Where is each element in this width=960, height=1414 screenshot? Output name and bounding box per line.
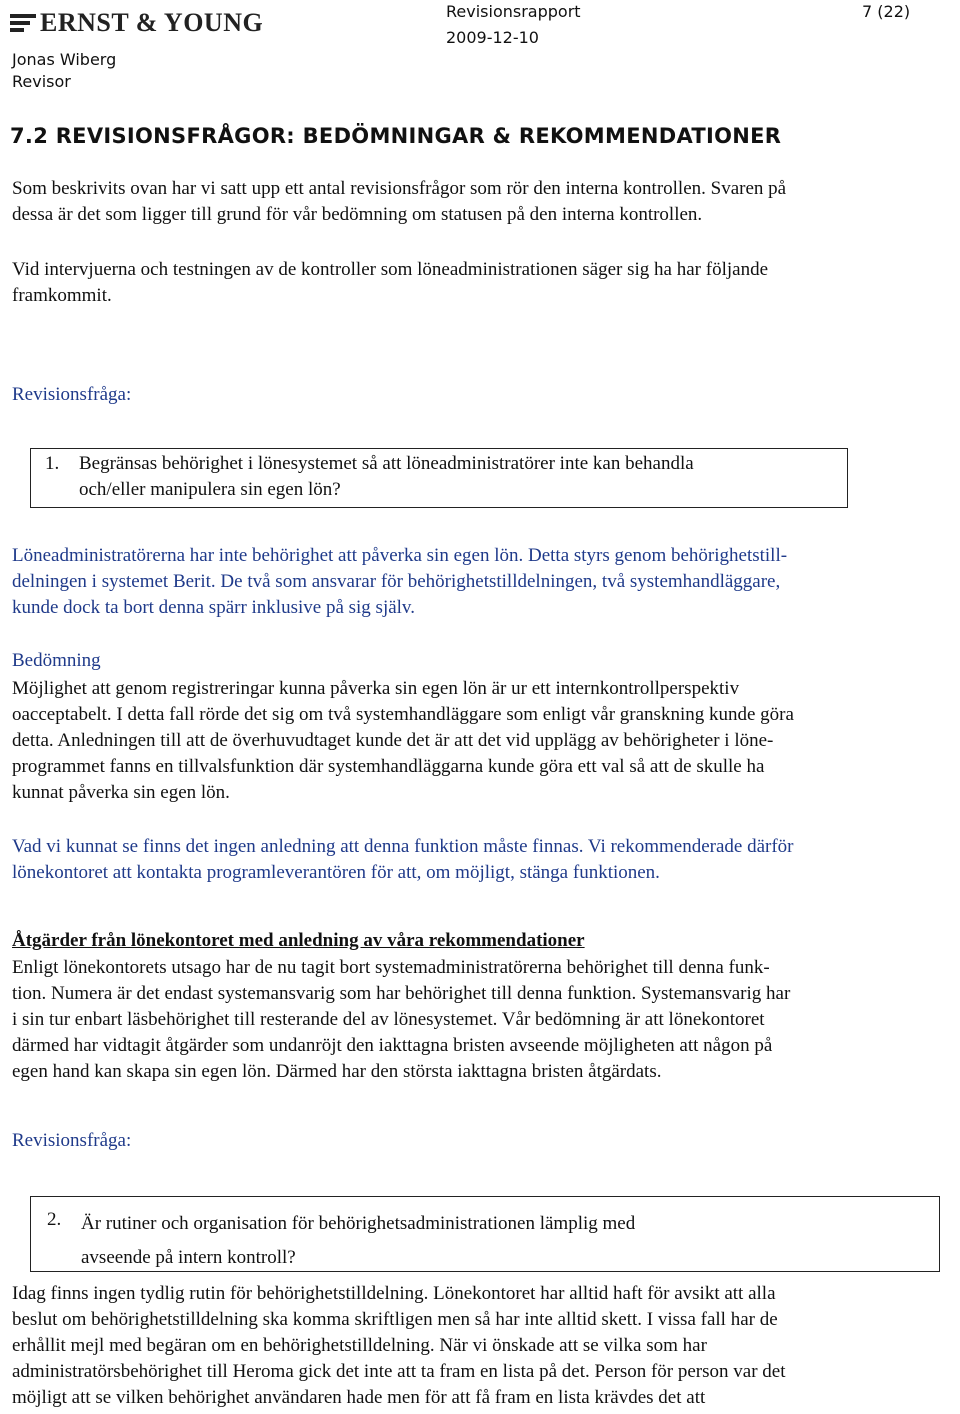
question-heading-1: Revisionsfråga: [12,384,132,405]
text-line: framkommit. [12,285,112,306]
intro-paragraph-2 [12,257,956,309]
text-line: möjligt att se vilken behörighet användaren hade men för att få fram en lista krävdes det att [12,1387,706,1408]
logo-mark-icon [10,12,36,34]
text-line: Löneadministratörerna har inte behörighet att påverka sin egen lön. Detta styrs genom behörighetstill- [12,545,788,566]
ernst-young-logo [10,8,263,38]
recommendation-paragraph [12,834,956,886]
question-number: 2. [47,1209,62,1230]
actions-heading: Åtgärder från lönekontoret med anledning av våra rekommendationer [12,930,585,951]
text-line: kunnat påverka sin egen lön. [12,782,230,803]
author-role: Revisor [12,72,71,91]
text-line: tion. Numera är det endast systemansvarig som har behörighet till denna funktion. Systemansvarig har [12,983,791,1004]
page-number: 7 (22) [862,2,911,21]
assessment-paragraph [12,676,956,806]
text-line: Vid intervjuerna och testningen av de kontroller som löneadministrationen säger sig ha har följande [12,259,769,280]
text-line: egen hand kan skapa sin egen lön. Därmed har den största iakttagna bristen åtgärdats. [12,1061,662,1082]
answer-paragraph-2 [12,1281,956,1411]
text-line: i sin tur enbart läsbehörighet till resterande del av lönesystemet. Vår bedömning är att lönekontoret [12,1009,765,1030]
text-line: delningen i systemet Berit. De två som ansvarar för behörighetstilldelningen, två systemhandläggare, [12,571,781,592]
text-line: lönekontoret att kontakta programleverantören för att, om möjligt, stänga funktionen. [12,862,660,883]
actions-paragraph [12,955,956,1085]
question-heading-2: Revisionsfråga: [12,1130,132,1151]
text-line: avseende på intern kontroll? [81,1247,296,1268]
text-line: detta. Anledningen till att de överhuvudtaget kunde det är att det vid upplägg av behörigheter i löne- [12,730,774,751]
text-line: Är rutiner och organisation för behörighetsadministrationen lämplig med [81,1213,636,1234]
assessment-heading: Bedömning [12,650,101,671]
text-line: Begränsas behörighet i lönesystemet så att löneadministratörer inte kan behandla [79,453,694,474]
text-line: beslut om behörighetstilldelning ska komma skriftligen men så har inte alltid skett. I vissa fall har de [12,1309,778,1330]
text-line: därmed har vidtagit åtgärder som undanröjt den iakttagna bristen avseende möjligheten att någon på [12,1035,773,1056]
text-line: Som beskrivits ovan har vi satt upp ett antal revisionsfrågor som rör den interna kontrollen. Svaren på [12,178,787,199]
text-line: oacceptabelt. I detta fall rörde det sig om två systemhandläggare som enligt vår granskning kunde göra [12,704,794,725]
question-text [81,1207,635,1275]
question-box-1 [30,448,848,508]
text-line: erhållit mejl med begäran om en behörighetstilldelning. När vi önskade att se vilka som har [12,1335,707,1356]
text-line: och/eller manipulera sin egen lön? [79,479,341,500]
question-text [79,451,694,503]
answer-paragraph-1 [12,543,956,621]
text-line: Möjlighet att genom registreringar kunna påverka sin egen lön är ur ett internkontrollperspektiv [12,678,740,699]
text-line: programmet fanns en tillvalsfunktion där systemhandläggarna kunde göra ett val så att de skulle ha [12,756,765,777]
document-date: 2009-12-10 [446,28,539,47]
text-line: Idag finns ingen tydlig rutin för behörighetstilldelning. Lönekontoret har alltid haft för avsikt att alla [12,1283,776,1304]
logo-text: ERNST & YOUNG [40,8,264,37]
intro-paragraph-1 [12,176,956,228]
author-name: Jonas Wiberg [12,50,117,69]
text-line: Enligt lönekontorets utsago har de nu tagit bort systemadministratörerna behörighet till denna funk- [12,957,770,978]
document-title: Revisionsrapport [446,2,581,21]
text-line: dessa är det som ligger till grund för vår bedömning om statusen på den interna kontrollen. [12,204,703,225]
question-number: 1. [45,453,60,474]
section-title: 7.2 REVISIONSFRÅGOR: BEDÖMNINGAR & REKOMMENDATIONER [10,124,782,148]
text-line: Vad vi kunnat se finns det ingen anledning att denna funktion måste finnas. Vi rekommenderade därför [12,836,794,857]
text-line: administratörsbehörighet till Heroma gick det inte att ta fram en lista på det. Person för person var det [12,1361,786,1382]
text-line: kunde dock ta bort denna spärr inklusive på sig själv. [12,597,415,618]
question-box-2 [30,1196,940,1272]
